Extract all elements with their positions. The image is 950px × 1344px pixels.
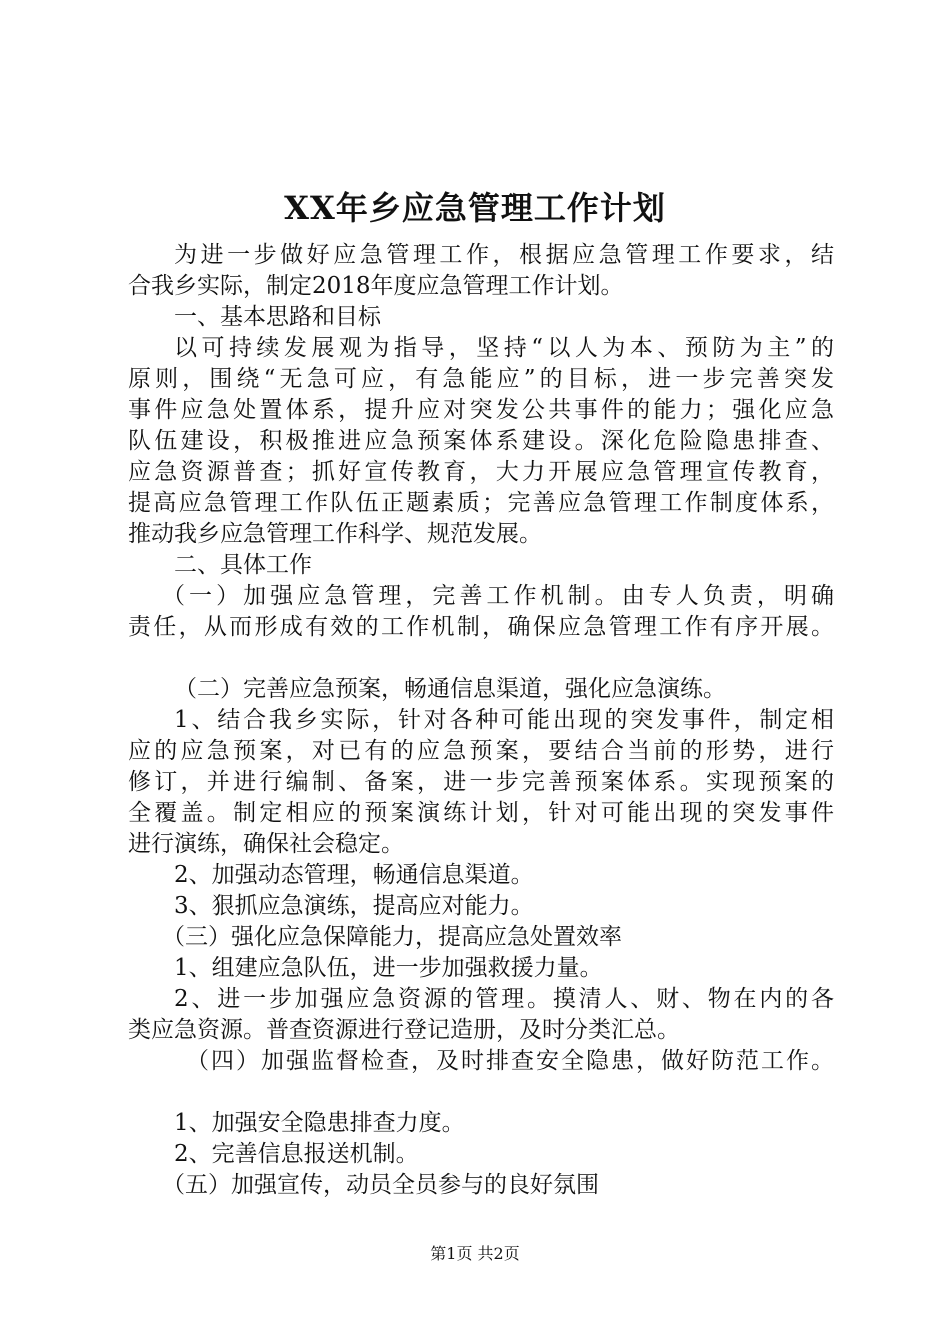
paragraph-line: 责任，从而形成有效的工作机制，确保应急管理工作有序开展。 <box>128 614 834 640</box>
subsection-heading: （四）加强监督检查，及时排查安全隐患，做好防范工作。 <box>186 1048 834 1074</box>
paragraph-line: （一）加强应急管理，完善工作机制。由专人负责，明确 <box>162 583 834 609</box>
paragraph-line: 2、加强动态管理，畅通信息渠道。 <box>174 862 534 888</box>
paragraph-line: 进行演练，确保社会稳定。 <box>128 831 404 857</box>
paragraph-line: 合我乡实际，制定2018年度应急管理工作计划。 <box>128 273 624 299</box>
paragraph-line: 应急资源普查；抓好宣传教育，大力开展应急管理宣传教育， <box>128 459 834 485</box>
paragraph-line: 1、组建应急队伍，进一步加强救援力量。 <box>174 955 603 981</box>
paragraph-line: 2、进一步加强应急资源的管理。摸清人、财、物在内的各 <box>174 986 834 1012</box>
paragraph-line: 提高应急管理工作队伍正题素质；完善应急管理工作制度体系， <box>128 490 834 516</box>
paragraph-line: 全覆盖。制定相应的预案演练计划，针对可能出现的突发事件 <box>128 800 834 826</box>
blank-line <box>128 643 834 674</box>
paragraph-line: 原则，围绕“无急可应，有急能应”的目标，进一步完善突发 <box>128 366 834 392</box>
subsection-heading: （五）加强宣传，动员全员参与的良好氛围 <box>162 1172 599 1198</box>
paragraph-line: 修订，并进行编制、备案，进一步完善预案体系。实现预案的 <box>128 769 834 795</box>
paragraph-line: 1、结合我乡实际，针对各种可能出现的突发事件，制定相 <box>174 707 834 733</box>
paragraph-line: 事件应急处置体系，提升应对突发公共事件的能力；强化应急 <box>128 397 834 423</box>
page-footer: 第1页 共2页 <box>430 1244 520 1263</box>
paragraph-line: 以可持续发展观为指导，坚持“以人为本、预防为主”的 <box>174 335 834 361</box>
subsection-heading: （三）强化应急保障能力，提高应急处置效率 <box>162 924 622 950</box>
paragraph-line: 为进一步做好应急管理工作，根据应急管理工作要求，结 <box>174 242 834 268</box>
paragraph-line: 2、完善信息报送机制。 <box>174 1141 419 1167</box>
subsection-heading: （二）完善应急预案，畅通信息渠道，强化应急演练。 <box>174 676 726 702</box>
paragraph-line: 类应急资源。普查资源进行登记造册，及时分类汇总。 <box>128 1017 680 1043</box>
paragraph-line: 推动我乡应急管理工作科学、规范发展。 <box>128 521 542 547</box>
document-title: XX年乡应急管理工作计划 <box>284 189 666 227</box>
blank-line <box>128 1077 834 1108</box>
document-body <box>128 240 834 1201</box>
paragraph-line: 1、加强安全隐患排查力度。 <box>174 1110 465 1136</box>
paragraph-line: 应的应急预案，对已有的应急预案，要结合当前的形势，进行 <box>128 738 834 764</box>
paragraph-line: 3、狠抓应急演练，提高应对能力。 <box>174 893 534 919</box>
section-heading: 一、基本思路和目标 <box>174 304 381 330</box>
section-heading: 二、具体工作 <box>174 552 312 578</box>
paragraph-line: 队伍建设，积极推进应急预案体系建设。深化危险隐患排查、 <box>128 428 834 454</box>
